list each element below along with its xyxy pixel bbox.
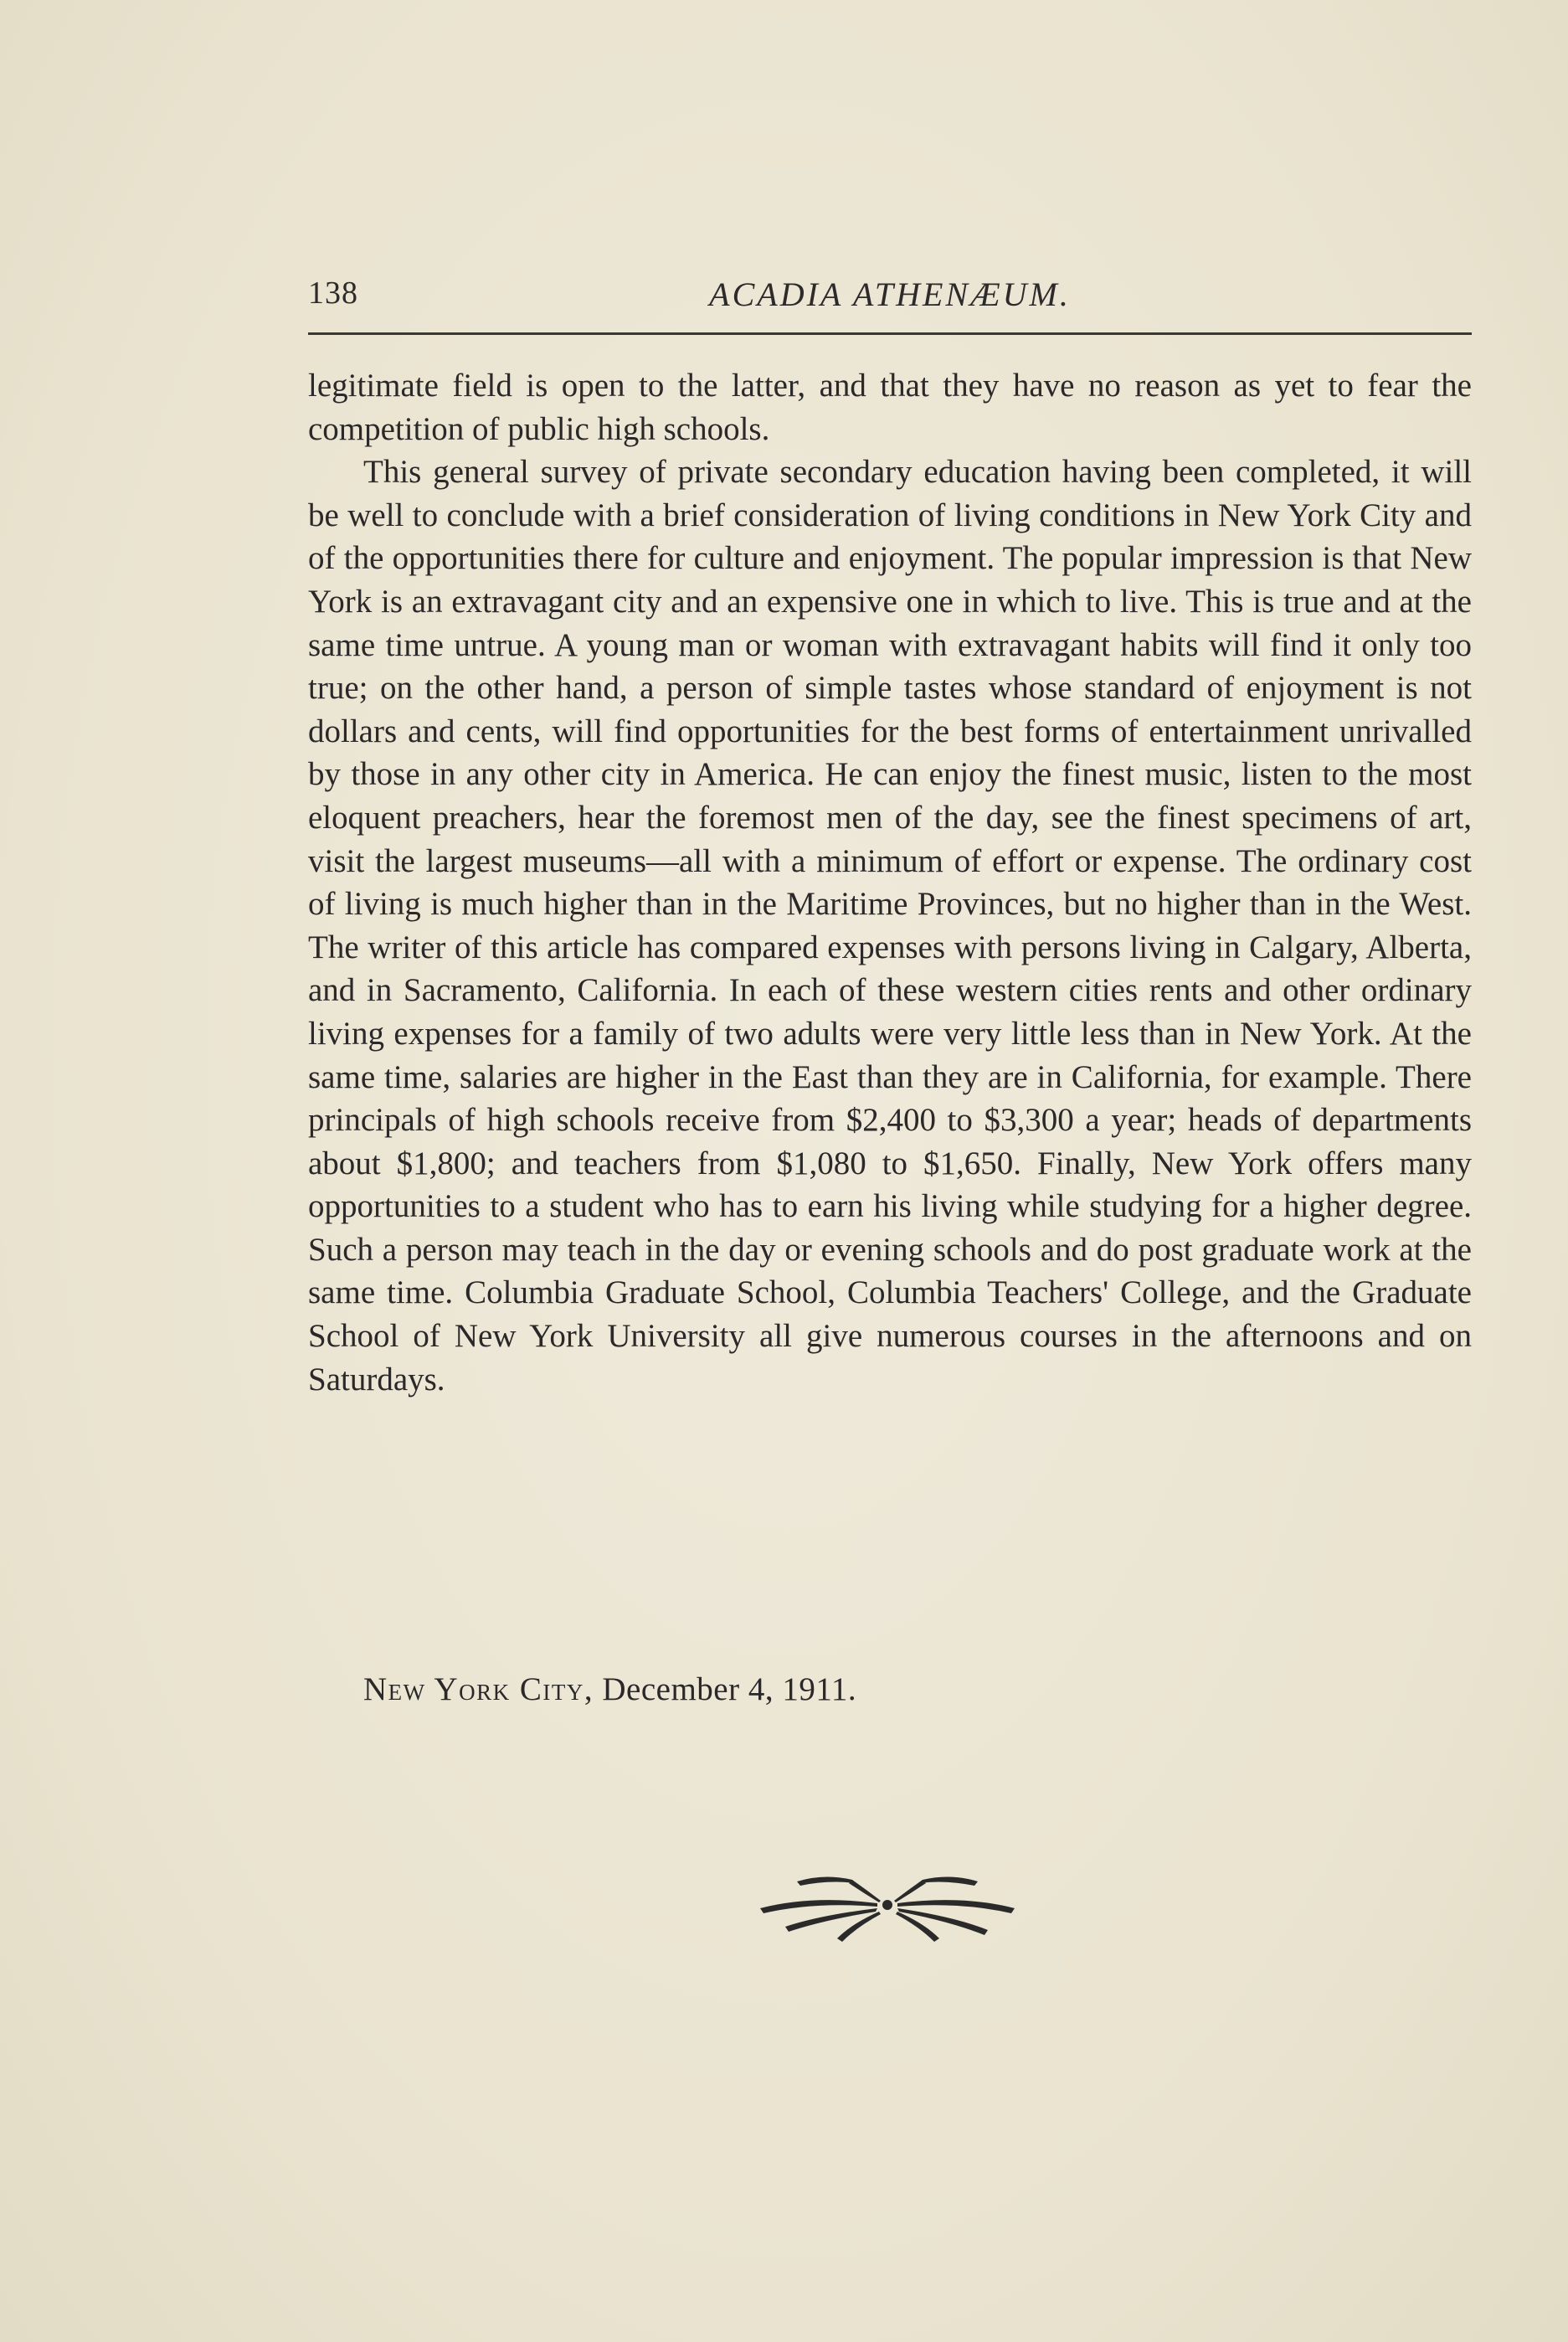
dateline-place: New York City, [363, 1671, 594, 1707]
dateline-date: December 4, 1911. [594, 1671, 857, 1707]
printers-flourish-ornament-icon [753, 1855, 1021, 1947]
paragraph-continued: legitimate field is open to the latter, and that they have no reason as yet to fear the competition of public high schools. [308, 368, 1472, 447]
journal-title: ACADIA ATHENÆUM. [709, 275, 1071, 313]
page-number: 138 [308, 275, 358, 311]
running-head [308, 266, 1472, 317]
article-body [308, 364, 1472, 1401]
header-rule [308, 332, 1472, 335]
dateline [363, 1670, 856, 1708]
paragraph: This general survey of private secondary education having been completed, it will be well to conclude with a brief consideration of living conditions in New York City and of the opportunities there for culture and enjoyment. The popular impression is that New York is an extravagant city and an expensive one in which to live. This is true and at the same time untrue. A young man or woman with extravagant habits will find it only too true; on the other hand, a person of simple tastes whose standard of enjoyment is not dollars and cents, will find opportunities for the best forms of entertainment unrivalled by those in any other city in America. He can enjoy the finest music, listen to the most eloquent preachers, hear the foremost men of the day, see the finest specimens of art, visit the largest museums—all with a minimum of effort or expense. The ordinary cost of living is much higher than in the Maritime Provinces, but no higher than in the West. The writer of this article has compared expenses with persons living in Calgary, Alberta, and in Sacramento, California. In each of these western cities rents and other ordinary living expenses for a family of two adults were very little less than in New York. At the same time, salaries are higher in the East than they are in California, for example. There principals of high schools receive from $2,400 to $3,300 a year; heads of departments about $1,800; and teachers from $1,080 to $1,650. Finally, New York offers many opportunities to a student who has to earn his living while studying for a higher degree. Such a person may teach in the day or evening schools and do post graduate work at the same time. Columbia Graduate School, Columbia Teachers' College, and the Graduate School of New York University all give numerous courses in the afternoons and on Saturdays. [308, 454, 1472, 1397]
